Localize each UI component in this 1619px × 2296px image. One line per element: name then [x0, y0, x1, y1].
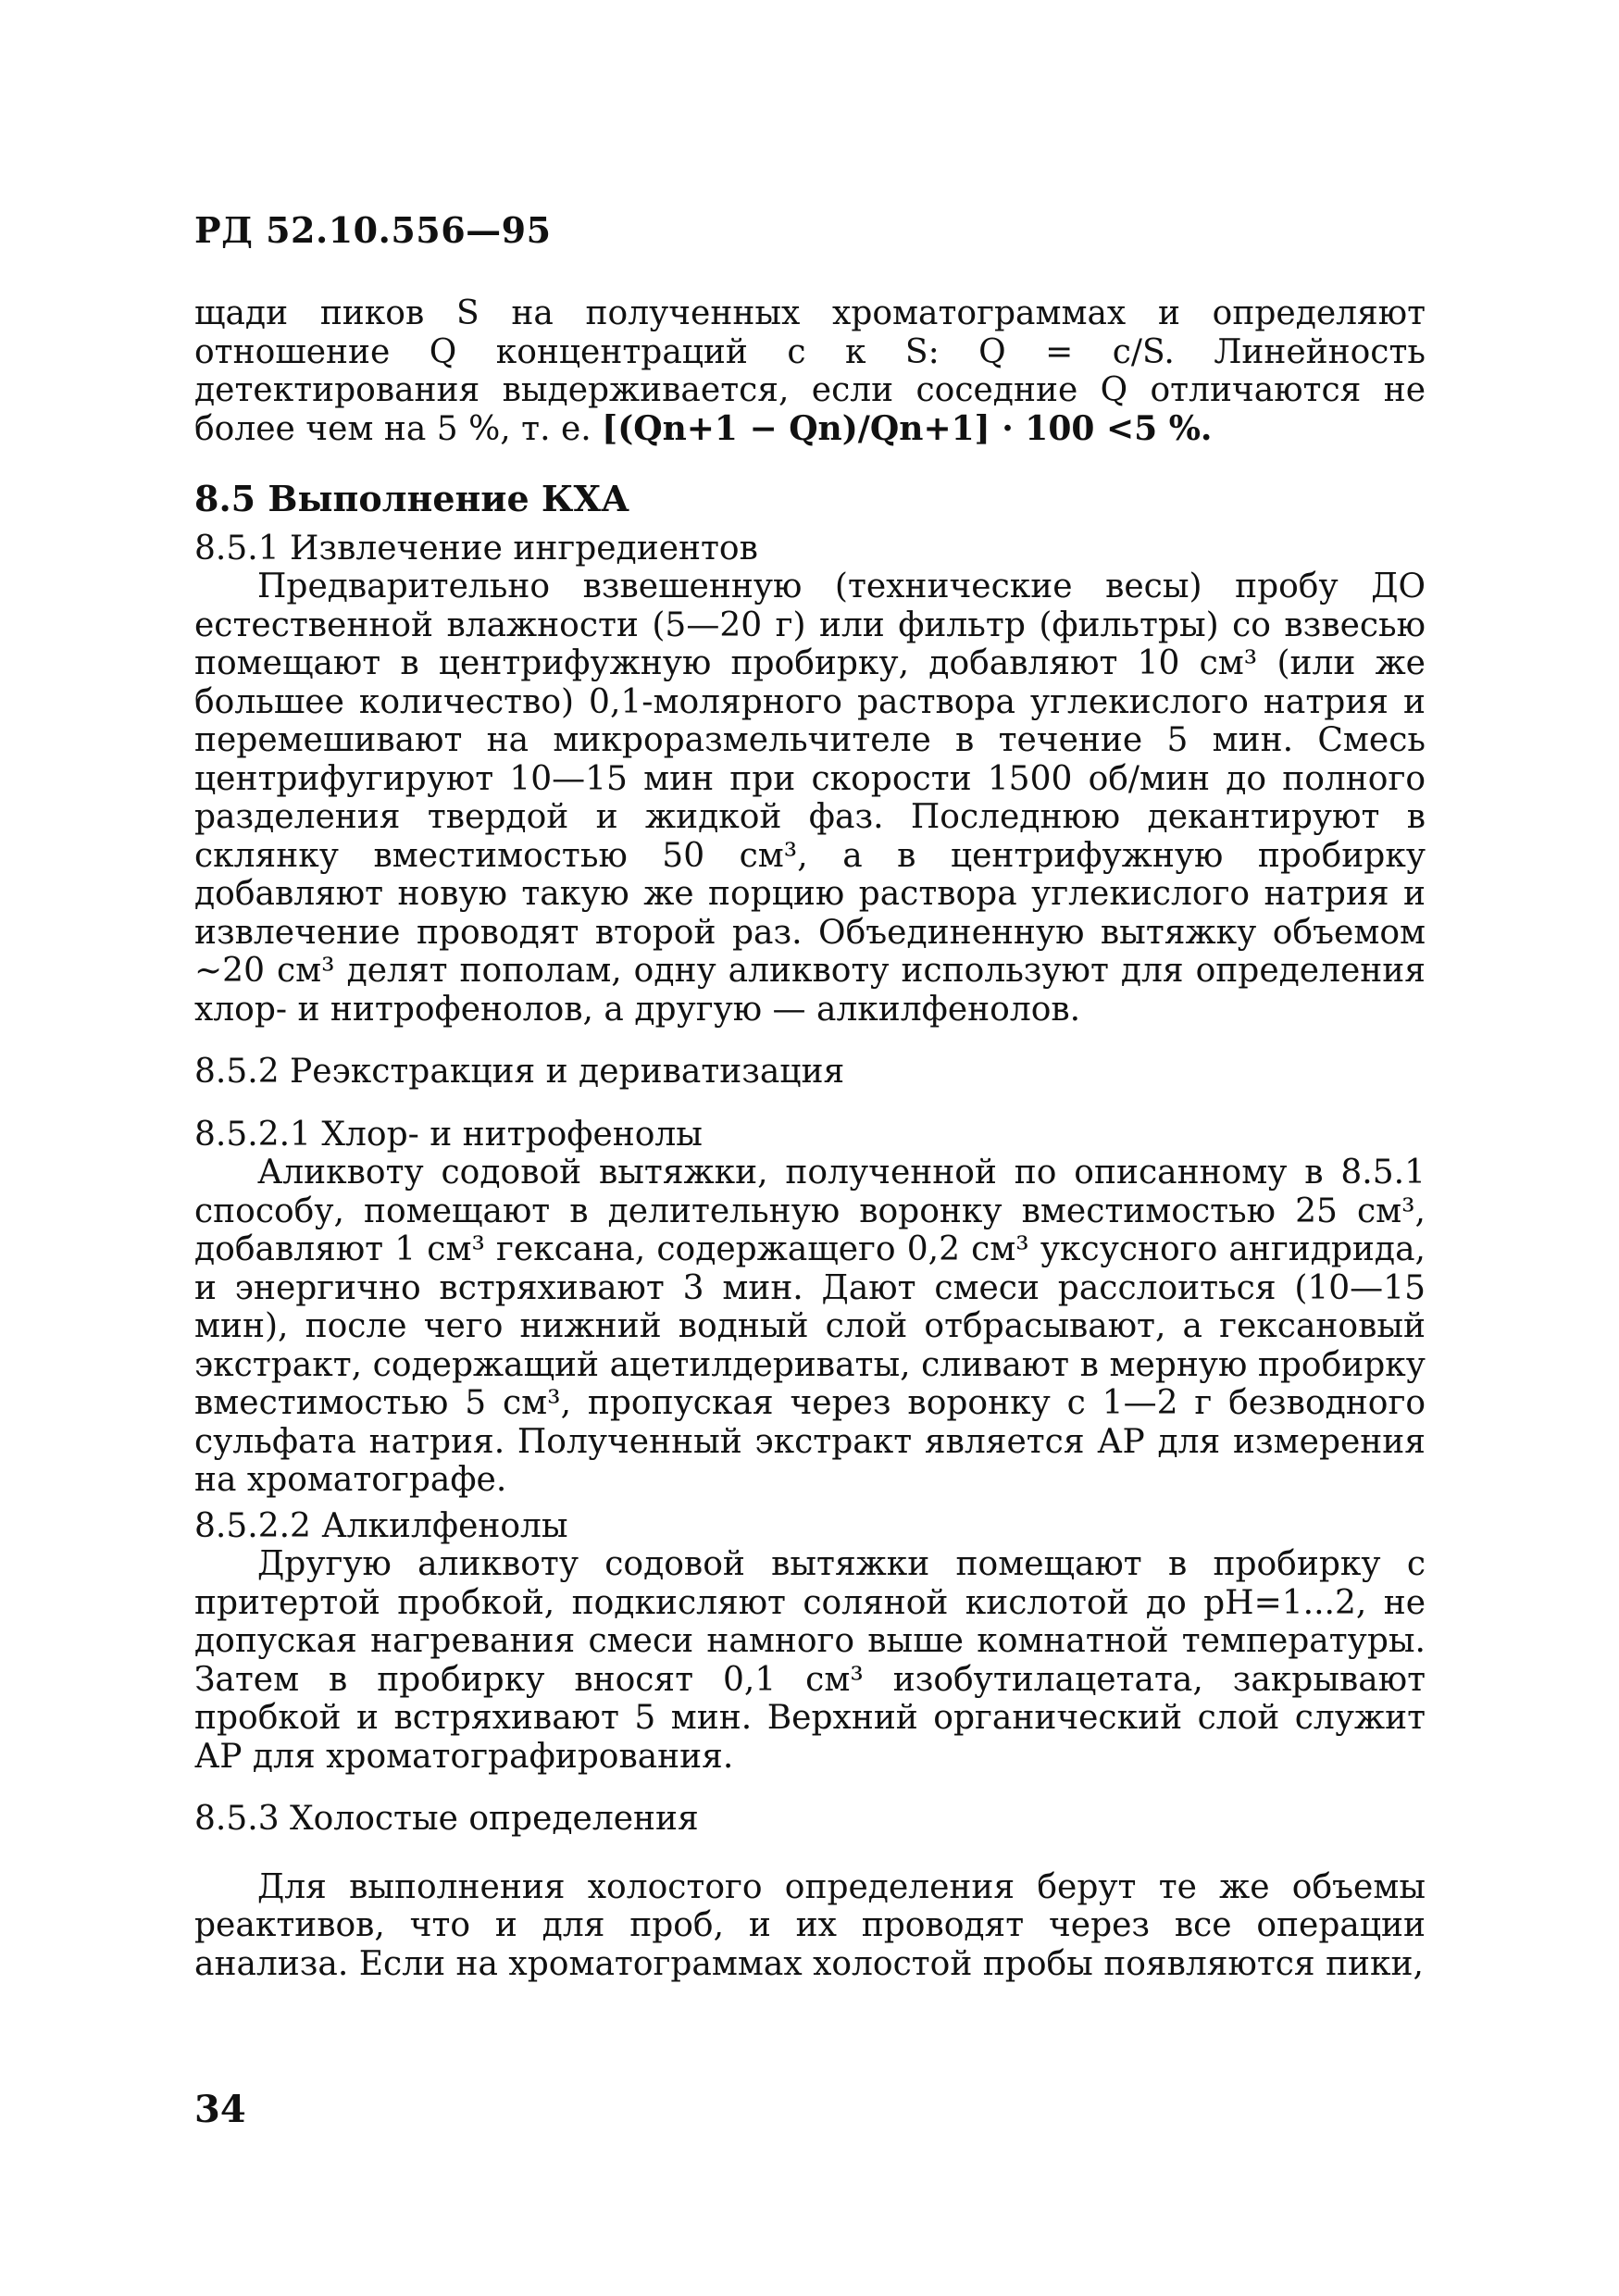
- page-content: [194, 294, 1426, 1983]
- section-heading-8-5: 8.5 Выполнение КХА: [194, 478, 629, 519]
- linearity-formula: [(Qn+1 − Qn)/Qn+1] · 100 <5 %.: [602, 408, 1213, 448]
- page-number: 34: [194, 2088, 246, 2131]
- paragraph-continuation-text: щади пиков S на полученных хроматограммах и определяют отношение Q концентраций c к S: Q = c/S. Линейность детектирования выдерживается, если соседние Q отличаются не более чем на 5 %, т. е.: [194, 294, 1426, 448]
- subsection-heading-8-5-2-1: 8.5.2.1 Хлор- и нитрофенолы: [194, 1115, 703, 1154]
- paragraph-8-5-2-1: Аликвоту содовой вытяжки, полученной по описанному в 8.5.1 способу, помещают в делительную воронку вместимостью 25 см³, добавляют 1 см³ гексана, содержащего 0,2 см³ уксусного ангидрида, и энергично встряхивают 3 мин. Дают смеси расслоиться (10—15 мин), после чего нижний водный слой отбрасывают, а гексановый экстракт, содержащий ацетилдериваты, сливают в мерную пробирку вместимостью 5 см³, пропуская через воронку с 1—2 г безводного сульфата натрия. Полученный экстракт является АР для измерения на хроматографе.: [194, 1154, 1426, 1499]
- subsection-heading-8-5-2: 8.5.2 Реэкстракция и дериватизация: [194, 1053, 845, 1091]
- subsection-heading-8-5-2-2: 8.5.2.2 Алкилфенолы: [194, 1506, 568, 1545]
- paragraph-8-5-3: Для выполнения холостого определения берут те же объемы реактивов, что и для проб, и их проводят через все операции анализа. Если на хроматограммах холостой пробы появляются пики,: [194, 1867, 1426, 1983]
- subsection-heading-8-5-1: 8.5.1 Извлечение ингредиентов: [194, 529, 758, 568]
- paragraph-8-5-1: Предварительно взвешенную (технические весы) пробу ДО естественной влажности (5—20 г) или фильтр (фильтры) со взвесью помещают в центрифужную пробирку, добавляют 10 см³ (или же большее количество) 0,1-молярного раствора углекислого натрия и перемешивают на микроразмельчителе в течение 5 мин. Смесь центрифугируют 10—15 мин при скорости 1500 об/мин до полного разделения твердой и жидкой фаз. Последнюю декантируют в склянку вместимостью 50 см³, а в центрифужную пробирку добавляют новую такую же порцию раствора углекислого натрия и извлечение проводят второй раз. Объединенную вытяжку объемом ~20 см³ делят пополам, одну аликвоту используют для определения хлор- и нитрофенолов, а другую — алкилфенолов.: [194, 568, 1426, 1029]
- paragraph-continuation: [194, 294, 1426, 448]
- document-code-header: РД 52.10.556—95: [194, 209, 552, 251]
- subsection-heading-8-5-3: 8.5.3 Холостые определения: [194, 1800, 699, 1838]
- paragraph-8-5-2-2: Другую аликвоту содовой вытяжки помещают в пробирку с притертой пробкой, подкисляют соляной кислотой до pH=1...2, не допуская нагревания смеси намного выше комнатной температуры. Затем в пробирку вносят 0,1 см³ изобутилацетата, закрывают пробкой и встряхивают 5 мин. Верхний органический слой служит АР для хроматографирования.: [194, 1545, 1426, 1776]
